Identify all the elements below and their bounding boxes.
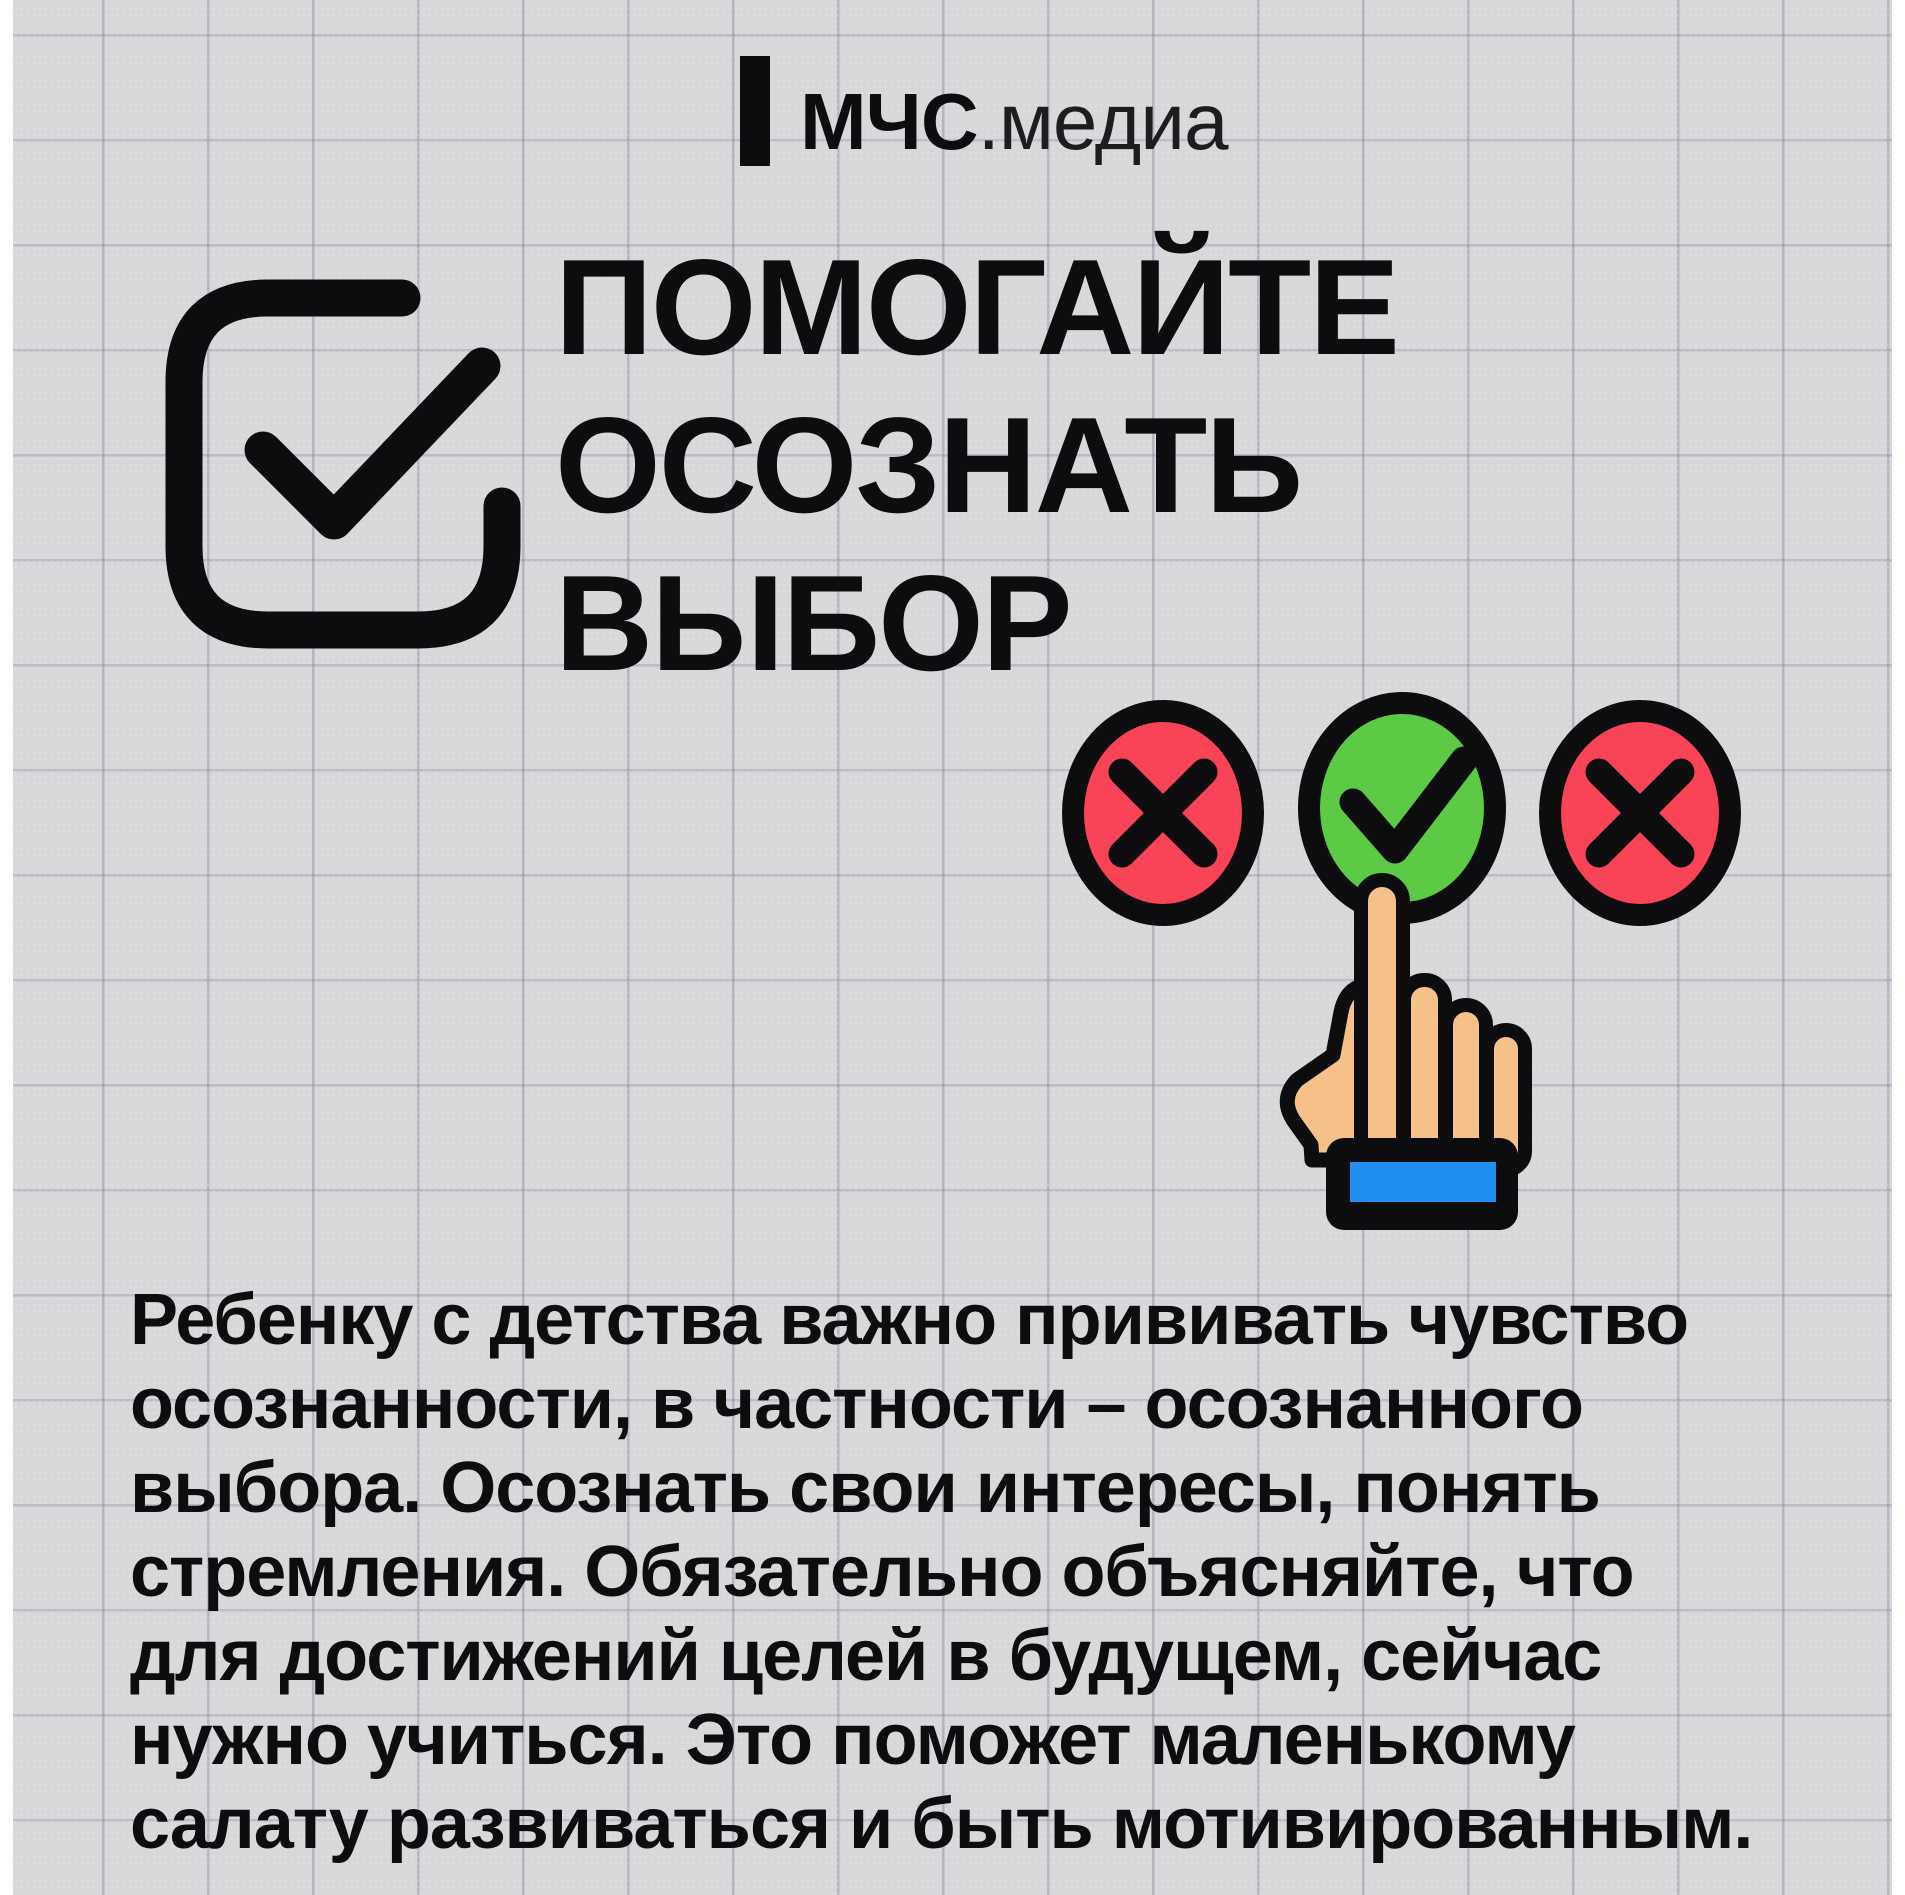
title-line-2: ОСОЗНАТЬ [555,389,1302,541]
checked-checkbox-icon [150,258,530,658]
pointing-hand-icon [1287,880,1525,1230]
checkbox-checkmark [263,366,482,521]
body-line: салату развиваться и быть мотивированным. [130,1784,1753,1864]
cross-circle-icon [1073,711,1253,915]
brand-suffix: .медиа [977,77,1228,166]
logo-bar [740,56,770,166]
cross-circle-icon [1550,711,1730,915]
body-line: стремления. Обязательно объясняйте, что [130,1532,1634,1612]
page-title [555,228,1398,702]
body-line: Ребенку с детства важно прививать чувство [130,1280,1689,1360]
brand-name: МЧС [800,77,978,166]
body-paragraph [130,1278,1850,1866]
body-line: для достижений целей в будущем, сейчас [130,1616,1602,1696]
title-line-3: ВЫБОР [555,547,1071,699]
checkbox-box [184,298,502,630]
hand-index-finger [1361,880,1403,1170]
brand-logo [800,77,1228,166]
choice-illustration [1050,690,1750,1250]
hand-cuff-stripe [1350,1162,1496,1202]
body-line: нужно учиться. Это поможет маленькому [130,1700,1575,1780]
body-line: осознанности, в частности – осознанного [130,1364,1583,1444]
body-line: выбора. Осознать свои интересы, понять [130,1448,1600,1528]
title-line-1: ПОМОГАЙТЕ [555,231,1398,383]
